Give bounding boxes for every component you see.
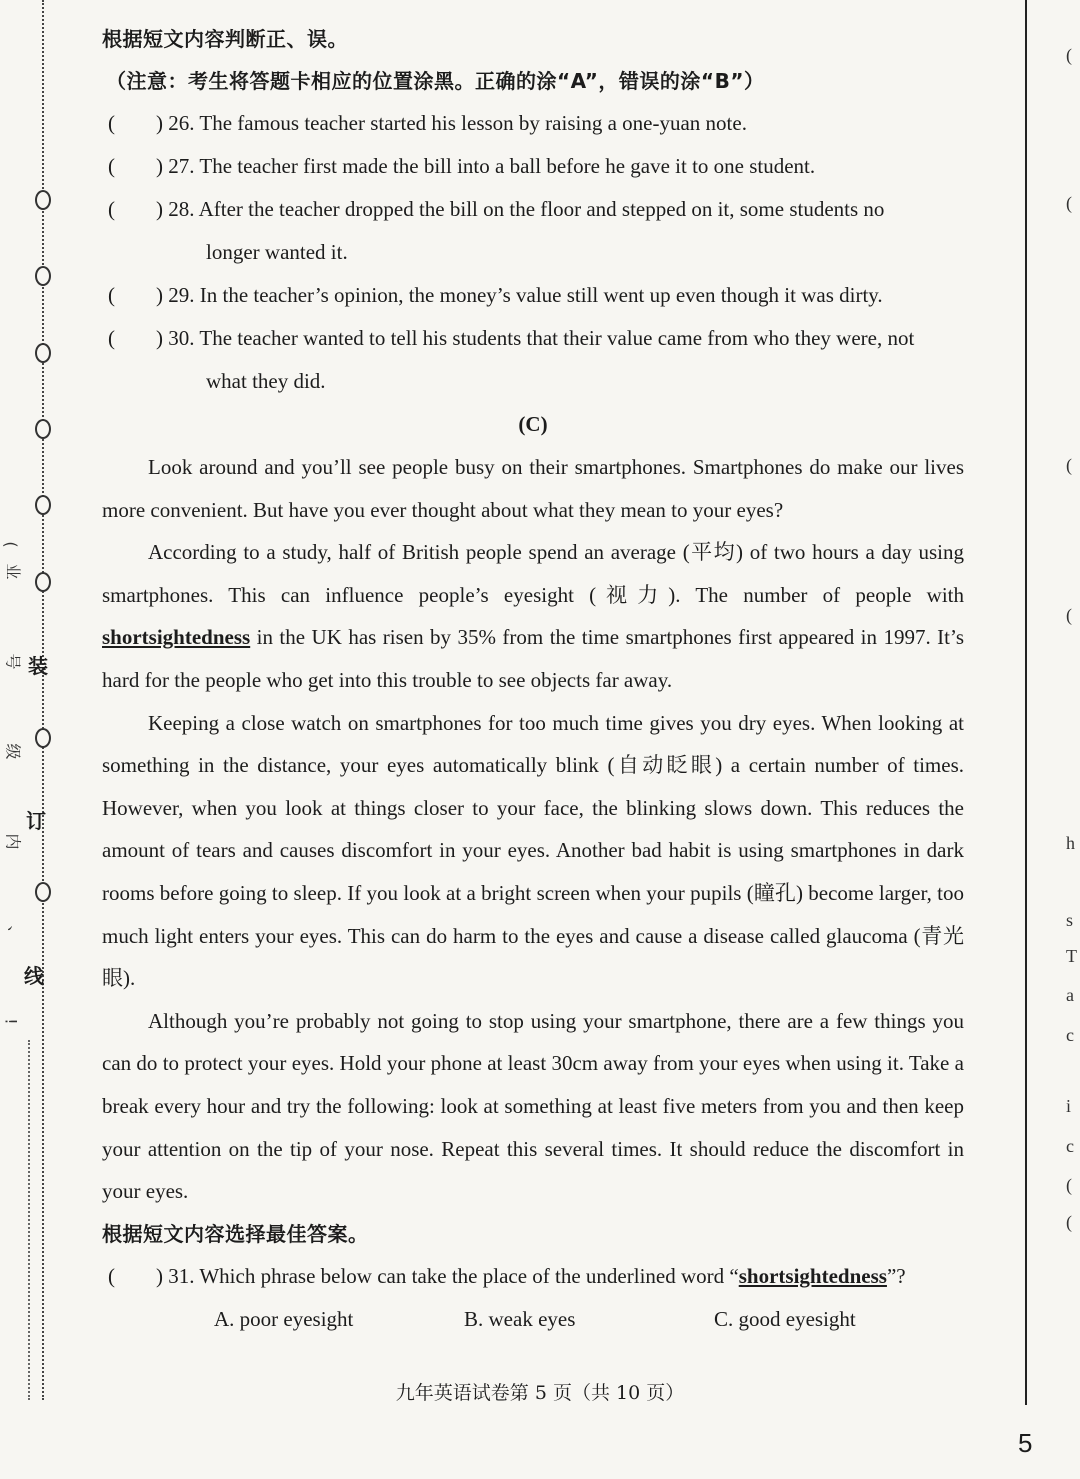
edge-char: ( [1066,193,1072,213]
true-false-heading: 根据短文内容判断正、误。 [102,27,348,51]
binding-hole [35,266,51,286]
passage-paragraph-1: Look around and you’ll see people busy on their smartphones. Smartphones do make our lives more convenient. But have you ever thought about what they mean to your eyes? [102,455,964,522]
answer-blank: ( [108,197,115,221]
side-mark: 、 [5,925,25,942]
answer-blank: ( [108,111,115,135]
page-number: 5 [1018,1428,1033,1458]
answer-blank: ( [108,154,115,178]
question-28 [102,188,964,231]
answer-options [102,1298,964,1341]
edge-char: c [1066,1025,1074,1045]
binding-hole [35,882,51,902]
binding-hole [35,419,51,439]
edge-char: i [1066,1096,1072,1116]
answer-instruction: （注意：考生将答题卡相应的位置涂黑。正确的涂“A”，错误的涂“B”） [106,69,765,93]
binding-dotted-line [42,0,44,1400]
option-a: A. poor eyesight [214,1306,354,1331]
paragraph-text: in the UK has risen by 35% from the time smartphones first appeared in 1997. It’s hard for the people who get into this trouble to see objects far away. [102,625,964,692]
question-29 [102,274,964,317]
page-footer: 九年英语试卷第 5 页（共 10 页） [395,1382,685,1404]
binding-hole [35,495,51,515]
option-b: B. weak eyes [464,1306,576,1331]
binding-char-ding: 订 [26,809,46,833]
answer-blank: ( [108,1263,115,1288]
question-text-continued: longer wanted it. [206,240,348,264]
exam-content [102,18,964,1341]
question-stem-end: ”? [886,1263,906,1288]
question-text-continued: what they did. [206,369,326,393]
edge-char: ( [1066,455,1072,475]
question-stem: ) 31. Which phrase below can take the place of the underlined word “ [156,1263,739,1288]
underlined-word: shortsightedness [102,625,251,650]
edge-char: h [1066,833,1075,853]
answer-blank: ( [108,283,115,307]
edge-char: ( [1066,605,1072,625]
answer-blank: ( [108,326,115,350]
binding-hole [35,728,51,748]
binding-margin [0,0,70,1479]
true-false-questions [102,102,964,403]
paragraph-text: According to a study, half of British people spend an average (平均) of two hours a day using smartphones. This can influence people’s eyesight (视力). The number of people with [102,540,964,607]
edge-char: T [1066,946,1077,966]
side-mark: 级 [3,743,23,760]
question-text: ) 28. After the teacher dropped the bill on the floor and stepped on it, some students no [156,197,885,221]
side-mark: 业 [3,563,23,580]
edge-char: ( [1066,1175,1072,1195]
passage-paragraph-4: Although you’re probably not going to stop using your smartphone, there are a few things you can do to protect your eyes. Hold your phone at least 30cm away from your eyes when using it. Take a break every hour and try the following: look at something at least five meters from you and then keep your attention on the tip of your nose. Repeat this several times. It should reduce the discomfort in your eyes. [102,1008,964,1204]
underlined-word: shortsightedness [738,1263,887,1288]
question-text: ) 30. The teacher wanted to tell his students that their value came from who they were, not [156,326,915,350]
binding-char-zhuang: 装 [28,654,48,678]
side-mark: 内 [3,833,23,850]
question-text: ) 29. In the teacher’s opinion, the money’s value still went up even though it was dirty. [156,283,883,307]
edge-char: ( [1066,1212,1072,1232]
question-27 [102,145,964,188]
multiple-choice-heading: 根据短文内容选择最佳答案。 [102,1221,369,1246]
option-c: C. good eyesight [714,1306,856,1331]
edge-char: a [1066,985,1074,1005]
right-page-edge [1025,0,1027,1405]
binding-char-xian: 线 [24,964,44,988]
side-mark: 号 [3,653,23,670]
question-text [156,1255,964,1298]
question-31 [102,1255,964,1298]
edge-char: ( [1066,45,1072,65]
question-text: ) 27. The teacher first made the bill into a ball before he gave it to one student. [156,154,816,178]
binding-hole [35,343,51,363]
passage-paragraph-2 [102,531,964,701]
binding-hole [35,572,51,592]
section-c-title: (C) [518,412,548,436]
question-30 [102,317,964,360]
binding-hole [35,190,51,210]
edge-char: c [1066,1136,1074,1156]
passage-paragraph-3: Keeping a close watch on smartphones for too much time gives you dry eyes. When looking at something in the distance, your eyes automatically blink (自动眨眼) a certain number of times. However, when you look at things closer to your face, the blinking slows down. This reduces the amount of tears and causes discomfort in your eyes. Another bad habit is using smartphones in dark rooms before going to sleep. If you look at a bright screen when your pupils (瞳孔) become larger, too much light enters your eyes. This can do harm to the eyes and cause a disease called glaucoma (青光眼). [102,710,964,991]
side-mark: ! [1,1018,21,1025]
binding-dotted-line-outer [28,1040,30,1400]
question-26 [102,102,964,145]
edge-char: s [1066,910,1074,930]
side-mark: ( [1,541,21,548]
question-text: ) 26. The famous teacher started his lesson by raising a one-yuan note. [156,111,747,135]
